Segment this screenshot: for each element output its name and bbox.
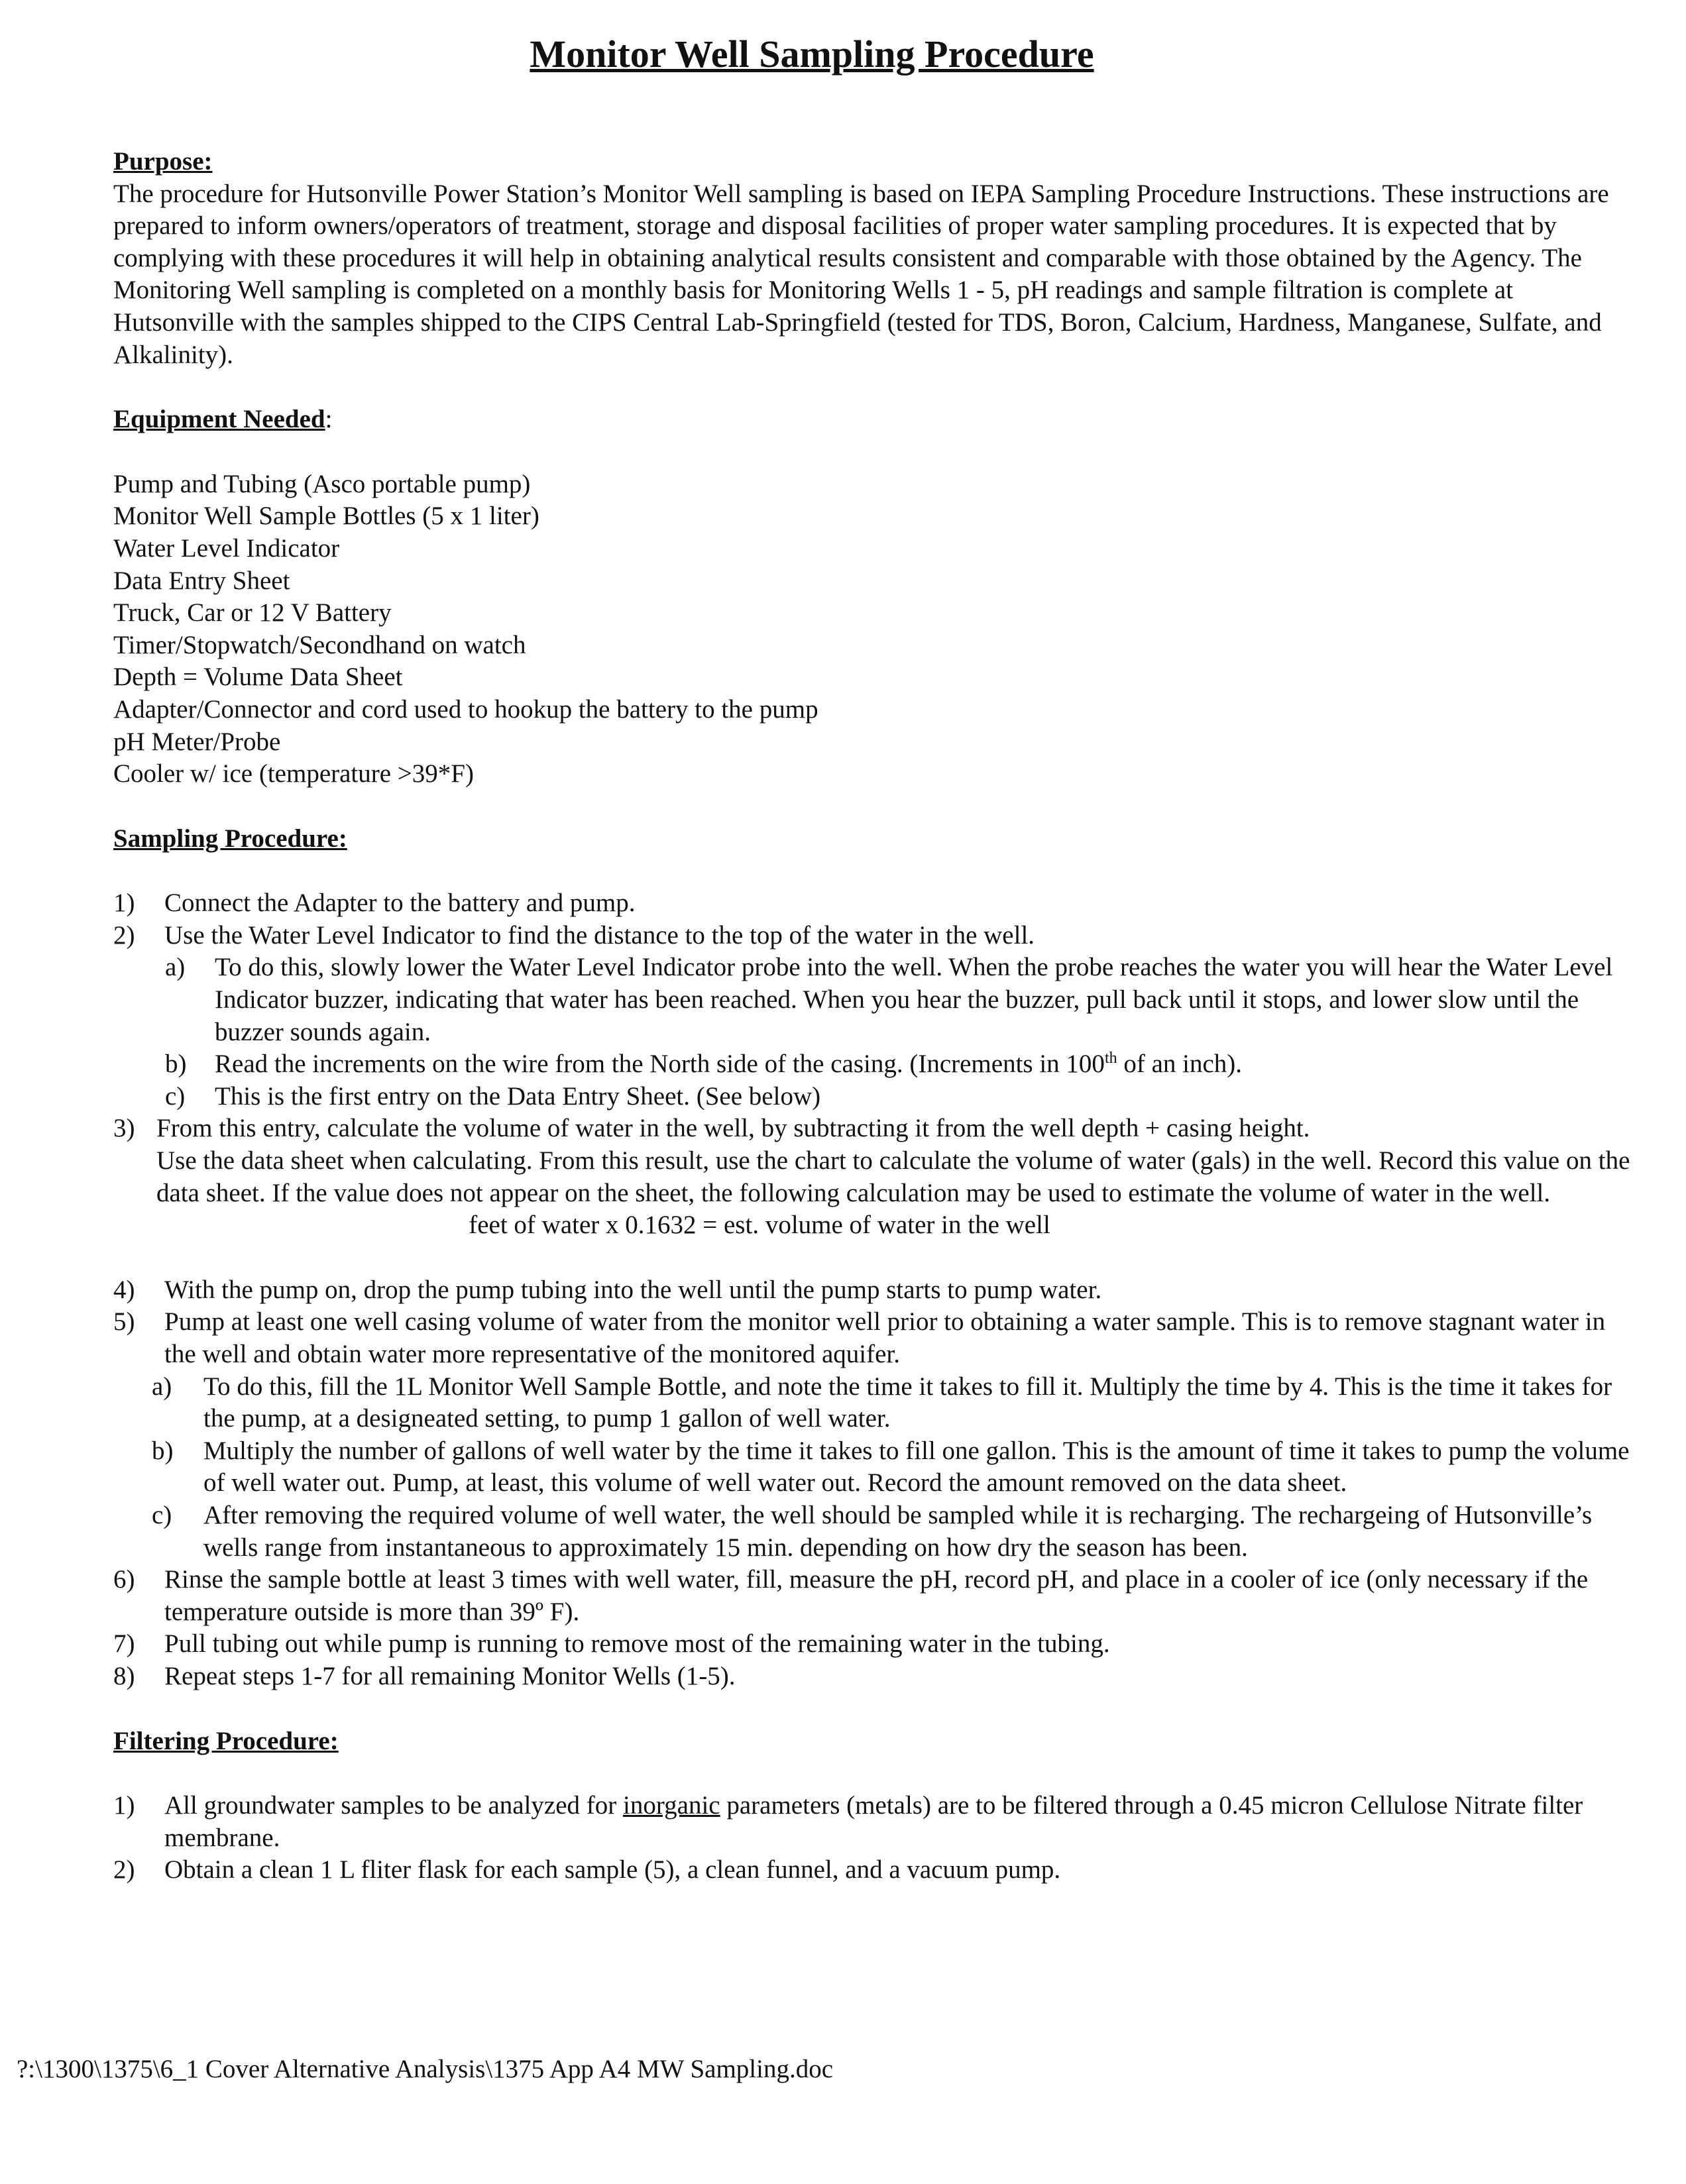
step-text: Pull tubing out while pump is running to remove most of the remaining water in the tubing.: [164, 1629, 1110, 1659]
step-text: From this entry, calculate the volume of water in the well, by subtracting it from the well depth + casing height.: [156, 1114, 1310, 1143]
step-text: Obtain a clean 1 L fliter flask for each sample (5), a clean funnel, and a vacuum pump.: [164, 1855, 1061, 1884]
step-text: Use the Water Level Indicator to find the distance to the top of the water in the well.: [164, 920, 1035, 950]
filtering-heading: Filtering Procedure:: [113, 1726, 339, 1755]
step-text: parameters (metals) are to be filtered through a 0.45 micron Cellulose Nitrate filter membrane.: [164, 1791, 1583, 1852]
list-item: [113, 920, 1638, 952]
step-text: Pump at least one well casing volume of water from the monitor well prior to obtaining a water sample. This is to remove stagnant water in the well and obtain water more representative of the monitored aquifer.: [164, 1307, 1606, 1368]
list-item: [113, 1081, 1638, 1113]
equipment-item: Monitor Well Sample Bottles (5 x 1 liter): [113, 502, 539, 531]
step-number: c): [165, 1081, 186, 1111]
step-text: Repeat steps 1-7 for all remaining Monitor Wells (1-5).: [164, 1661, 736, 1690]
filtering-steps: [113, 1790, 1638, 1886]
list-item: [113, 1371, 1638, 1435]
equipment-list: [113, 468, 1638, 791]
step-number: c): [152, 1500, 172, 1529]
equipment-item: Timer/Stopwatch/Secondhand on watch: [113, 630, 526, 659]
step-number: b): [165, 1050, 187, 1079]
step-number: 2): [113, 1855, 135, 1884]
step-number: 3): [113, 1114, 135, 1143]
list-item: [113, 887, 1638, 920]
step-number: 2): [113, 920, 135, 950]
step-text: To do this, fill the 1L Monitor Well Sample Bottle, and note the time it takes to fill it. Multiply the time by 4. This is the time it takes for the pump, at a designeated setting, to pump 1 gallon of well water.: [203, 1372, 1612, 1433]
step-number: b): [152, 1436, 174, 1465]
step-text: With the pump on, drop the pump tubing into the well until the pump starts to pump water.: [164, 1275, 1102, 1304]
step-number: 5): [113, 1307, 135, 1337]
equipment-heading-label: Equipment Needed: [113, 405, 325, 434]
list-item: [113, 1661, 1638, 1693]
list-item: [113, 1628, 1638, 1661]
step-number: 7): [113, 1629, 135, 1659]
list-item: [113, 952, 1638, 1048]
step-text: Multiply the number of gallons of well water by the time it takes to fill one gallon. This is the amount of time it takes to pump the volume of well water out. Pump, at least, this volume of well water out. Record the amount removed on the data sheet.: [203, 1436, 1630, 1498]
list-item: [113, 1854, 1638, 1886]
step-number: a): [152, 1372, 172, 1401]
step-number: 6): [113, 1565, 135, 1594]
footer-file-path: ?:\1300\1375\6_1 Cover Alternative Analysis\1375 App A4 MW Sampling.doc: [17, 2055, 834, 2083]
formula: feet of water x 0.1632 = est. volume of water in the well: [469, 1211, 1050, 1240]
equipment-item: Adapter/Connector and cord used to hookup the battery to the pump: [113, 694, 818, 724]
list-item: [113, 1306, 1638, 1370]
document-body: [113, 146, 1638, 1886]
underlined-term: inorganic: [623, 1791, 720, 1820]
step-text: of an inch).: [1117, 1050, 1243, 1079]
list-item: [113, 1048, 1638, 1081]
equipment-heading-colon: :: [325, 405, 333, 434]
page-title: Monitor Well Sampling Procedure: [530, 32, 1094, 76]
sampling-heading: Sampling Procedure:: [113, 824, 347, 853]
step-continuation: Use the data sheet when calculating. From this result, use the chart to calculate the volume of water (gals) in the well. Record this value on the data sheet. If the value does not appear on the sheet, the following calculation may be used to estimate the volume of water in the well.: [156, 1146, 1630, 1207]
list-item: [113, 1790, 1638, 1854]
list-item: [113, 1500, 1638, 1564]
equipment-item: Data Entry Sheet: [113, 566, 290, 595]
step-number: 1): [113, 889, 135, 918]
list-item: [113, 1564, 1638, 1628]
step-number: a): [165, 953, 186, 982]
list-item: [113, 1435, 1638, 1500]
purpose-text: The procedure for Hutsonville Power Station’s Monitor Well sampling is based on IEPA Sampling Procedure Instructions. These instructions are prepared to inform owners/operators of treatment, storage and disposal facilities of proper water sampling procedures. It is expected that by complying with these procedures it will help in obtaining analytical results consistent and comparable with those obtained by the Agency. The Monitoring Well sampling is completed on a monthly basis for Monitoring Wells 1 - 5, pH readings and sample filtration is complete at Hutsonville with the samples shipped to the CIPS Central Lab-Springfield (tested for TDS, Boron, Calcium, Hardness, Manganese, Sulfate, and Alkalinity).: [113, 179, 1609, 369]
list-item: [113, 1274, 1638, 1307]
step-number: 8): [113, 1661, 135, 1690]
purpose-heading: Purpose:: [113, 147, 213, 176]
step-text: To do this, slowly lower the Water Level Indicator probe into the well. When the probe reaches the water you will hear the Water Level Indicator buzzer, indicating that water has been reached. When you hear the buzzer, pull back until it stops, and lower slow until the buzzer sounds again.: [215, 953, 1613, 1046]
equipment-item: Depth = Volume Data Sheet: [113, 663, 403, 692]
equipment-item: pH Meter/Probe: [113, 727, 281, 756]
step-text: After removing the required volume of well water, the well should be sampled while it is recharging. The rechargeing of Hutsonville’s wells range from instantaneous to approximately 15 min. depending on how dry the season has been.: [203, 1500, 1593, 1562]
step-text: Connect the Adapter to the battery and pump.: [164, 889, 636, 918]
equipment-item: Pump and Tubing (Asco portable pump): [113, 469, 531, 498]
list-item: [113, 1113, 1638, 1145]
equipment-heading: [113, 404, 1638, 436]
equipment-item: Cooler w/ ice (temperature >39*F): [113, 759, 474, 789]
superscript: th: [1104, 1050, 1117, 1067]
step-text: Rinse the sample bottle at least 3 times with well water, fill, measure the pH, record pH, and place in a cooler of ice (only necessary if the temperature outside is more than 39º F).: [164, 1565, 1589, 1626]
step-text: This is the first entry on the Data Entry Sheet. (See below): [215, 1081, 821, 1111]
step-number: 4): [113, 1275, 135, 1304]
sampling-steps: [113, 887, 1638, 1692]
equipment-item: Truck, Car or 12 V Battery: [113, 598, 392, 628]
equipment-item: Water Level Indicator: [113, 533, 340, 563]
step-text: All groundwater samples to be analyzed for: [164, 1791, 624, 1820]
step-number: 1): [113, 1791, 135, 1820]
step-text: Read the increments on the wire from the North side of the casing. (Increments in 100: [215, 1050, 1105, 1079]
